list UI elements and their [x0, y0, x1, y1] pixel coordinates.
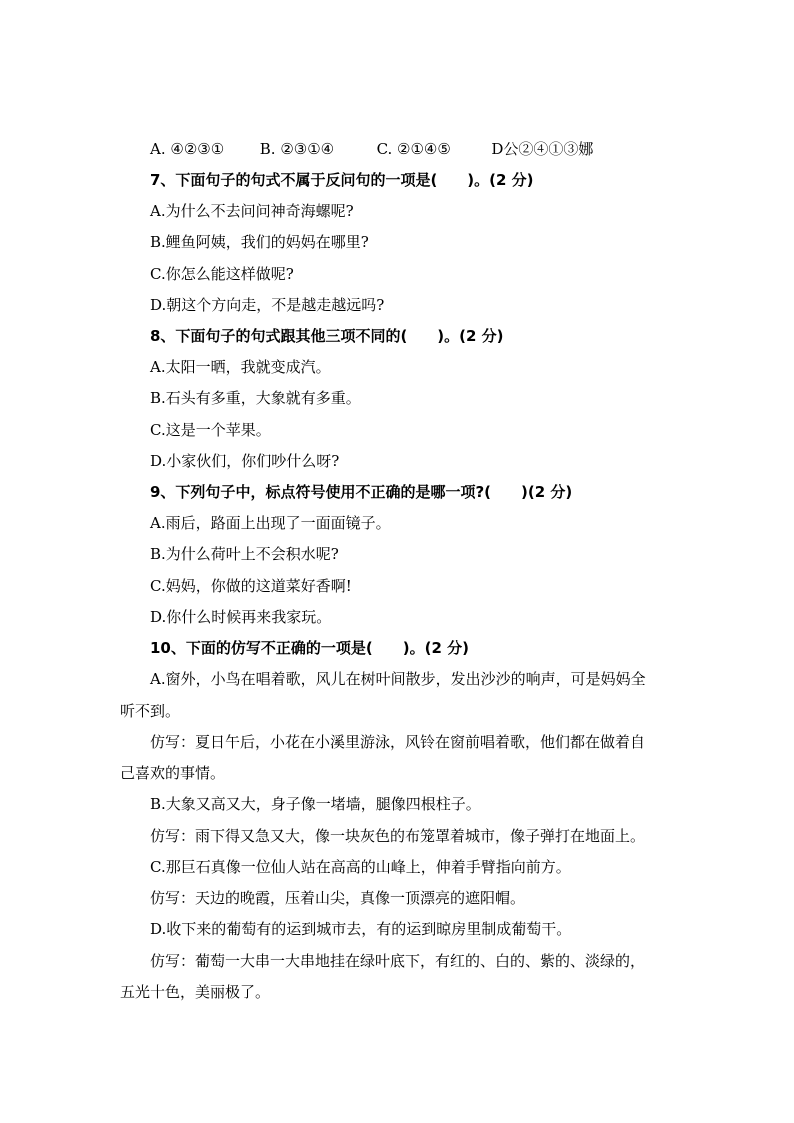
q10-stem: 10、下面的仿写不正确的一项是( )。(2 分): [150, 639, 469, 657]
q10-option-d-copy-line1: 仿写：葡萄一大串一大串地挂在绿叶底下，有红的、白的、紫的、淡绿的，: [150, 952, 646, 970]
q6-option-a: A. ④②③①: [150, 140, 225, 158]
q8-option-c: C.这是一个苹果。: [150, 421, 271, 439]
q9-stem: 9、下列句子中，标点符号使用不正确的是哪一项?( )(2 分): [150, 483, 573, 501]
q10-option-c-copy: 仿写：天边的晚霞，压着山尖，真像一顶漂亮的遮阳帽。: [150, 889, 526, 907]
q10-option-c: C.那巨石真像一位仙人站在高高的山峰上，伸着手臂指向前方。: [150, 858, 571, 876]
q7-option-a: A.为什么不去问问神奇海螺呢?: [150, 202, 354, 220]
q10-option-a-line2: 听不到。: [120, 702, 181, 720]
q10-option-a-copy-line1: 仿写：夏日午后，小花在小溪里游泳，风铃在窗前唱着歌，他们都在做着自: [150, 733, 646, 751]
q10-option-d: D.收下来的葡萄有的运到城市去，有的运到晾房里制成葡萄干。: [150, 920, 572, 938]
q7-option-b: B.鲤鱼阿姨，我们的妈妈在哪里?: [150, 233, 369, 251]
q8-option-a: A.太阳一晒，我就变成汽。: [150, 358, 331, 376]
q7-stem: 7、下面句子的句式不属于反问句的一项是( )。(2 分): [150, 171, 534, 189]
q6-option-b: B. ②③①④: [259, 140, 335, 158]
q7-option-d: D.朝这个方向走，不是越走越远吗?: [150, 296, 385, 314]
q8-stem: 8、下面句子的句式跟其他三项不同的( )。(2 分): [150, 327, 504, 345]
q6-option-d: D公②④①③娜: [491, 140, 594, 158]
q9-option-a: A.雨后，路面上出现了一面面镜子。: [150, 514, 391, 532]
q10-option-b-copy: 仿写：雨下得又急又大，像一块灰色的布笼罩着城市，像子弹打在地面上。: [150, 827, 646, 845]
q8-option-b: B.石头有多重，大象就有多重。: [150, 389, 361, 407]
q6-option-c: C. ②①④⑤: [376, 140, 451, 158]
q9-option-d: D.你什么时候再来我家玩。: [150, 608, 332, 626]
q9-option-b: B.为什么荷叶上不会积水呢?: [150, 545, 339, 563]
q7-option-c: C.你怎么能这样做呢?: [150, 265, 294, 283]
q10-option-a-line1: A.窗外，小鸟在唱着歌，风儿在树叶间散步，发出沙沙的响声，可是妈妈全: [150, 670, 646, 688]
q8-option-d: D.小家伙们，你们吵什么呀?: [150, 452, 340, 470]
q10-option-b: B.大象又高又大，身子像一堵墙，腿像四根柱子。: [150, 795, 481, 813]
q9-option-c: C.妈妈，你做的这道菜好香啊!: [150, 577, 352, 595]
q6-options-row: [150, 139, 593, 159]
q10-option-a-copy-line2: 己喜欢的事情。: [120, 764, 226, 782]
q10-option-d-copy-line2: 五光十色，美丽极了。: [120, 983, 271, 1001]
